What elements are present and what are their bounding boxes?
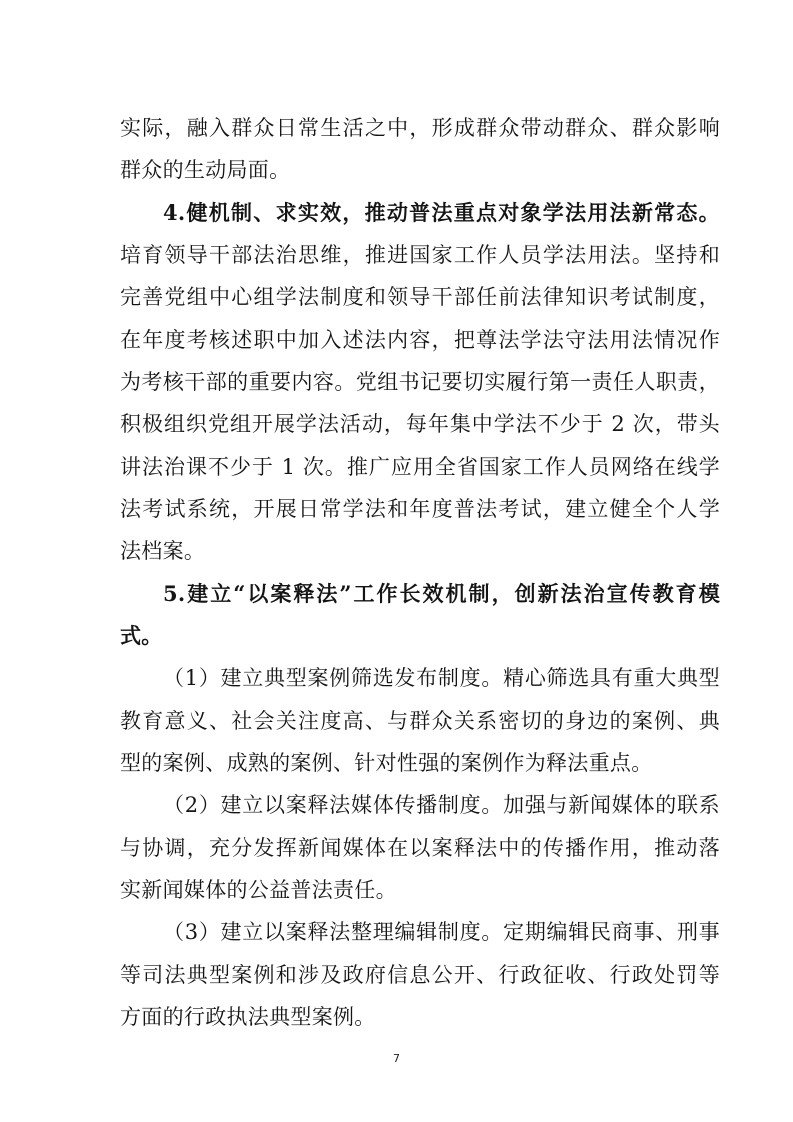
paragraph-line: 法档案。 bbox=[120, 539, 206, 563]
paragraph-line: 在年度考核述职中加入述法内容，把尊法学法守法用法情况作 bbox=[120, 328, 720, 352]
paragraph-line: 法考试系统，开展日常学法和年度普法考试，建立健全个人学 bbox=[120, 497, 720, 521]
paragraph-line: 与协调，充分发挥新闻媒体在以案释法中的传播作用，推动落 bbox=[120, 836, 720, 860]
paragraph-line: 积极组织党组开展学法活动，每年集中学法不少于 2 次，带头 bbox=[120, 412, 720, 436]
paragraph-line: 实际，融入群众日常生活之中，形成群众带动群众、群众影响 bbox=[120, 116, 720, 140]
item-2-line: （2）建立以案释法媒体传播制度。加强与新闻媒体的联系 bbox=[163, 793, 720, 817]
paragraph-line: 完善党组中心组学法制度和领导干部任前法律知识考试制度， bbox=[120, 285, 720, 309]
paragraph-line: 方面的行政执法典型案例。 bbox=[120, 1005, 376, 1029]
item-3-line: （3）建立以案释法整理编辑制度。定期编辑民商事、刑事 bbox=[163, 920, 720, 944]
paragraph-line: 培育领导干部法治思维，推进国家工作人员学法用法。坚持和 bbox=[120, 243, 720, 267]
paragraph-line: 实新闻媒体的公益普法责任。 bbox=[120, 878, 397, 902]
section-heading-5: 5.建立“以案释法”工作长效机制，创新法治宣传教育模 bbox=[163, 581, 720, 606]
page-number: 7 bbox=[393, 1052, 400, 1065]
paragraph-line: 为考核干部的重要内容。党组书记要切实履行第一责任人职责， bbox=[120, 370, 720, 394]
section-heading-4: 4.健机制、求实效，推动普法重点对象学法用法新常态。 bbox=[163, 200, 720, 225]
paragraph-line: 讲法治课不少于 1 次。推广应用全省国家工作人员网络在线学 bbox=[120, 455, 720, 479]
section-heading-5-cont: 式。 bbox=[120, 623, 163, 648]
paragraph-line: 教育意义、社会关注度高、与群众关系密切的身边的案例、典 bbox=[120, 709, 720, 733]
paragraph-line: 型的案例、成熟的案例、针对性强的案例作为释法重点。 bbox=[120, 751, 653, 775]
paragraph-line: 等司法典型案例和涉及政府信息公开、行政征收、行政处罚等 bbox=[120, 963, 720, 987]
item-1-line: （1）建立典型案例筛选发布制度。精心筛选具有重大典型 bbox=[163, 666, 720, 690]
paragraph-line: 群众的生动局面。 bbox=[120, 158, 291, 182]
